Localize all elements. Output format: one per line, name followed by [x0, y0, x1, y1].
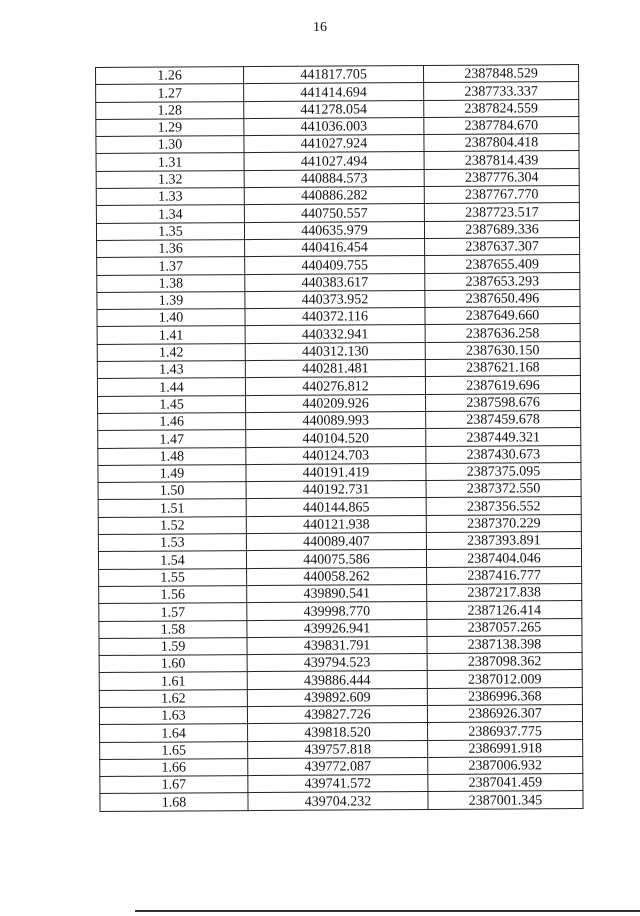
table-row — [96, 82, 579, 102]
table-row — [99, 705, 582, 725]
point-number-cell: 1.63 — [99, 707, 247, 725]
coordinates-table — [95, 64, 584, 812]
point-number-cell: 1.26 — [96, 67, 244, 85]
table-row — [97, 289, 580, 309]
table-row — [96, 134, 579, 154]
point-number-cell: 1.35 — [96, 222, 244, 240]
table-row — [97, 272, 580, 292]
x-coordinate-cell: 440409.755 — [245, 256, 425, 274]
table-row — [98, 549, 581, 569]
point-number-cell: 1.49 — [98, 464, 246, 482]
y-coordinate-cell: 2387598.676 — [426, 393, 581, 411]
table-row — [98, 514, 581, 534]
table-row — [97, 324, 580, 344]
y-coordinate-cell: 2387041.459 — [428, 774, 583, 792]
y-coordinate-cell: 2387057.265 — [427, 618, 582, 636]
x-coordinate-cell: 440121.938 — [246, 515, 426, 533]
point-number-cell: 1.33 — [96, 188, 244, 206]
point-number-cell: 1.57 — [99, 603, 247, 621]
x-coordinate-cell: 440416.454 — [245, 238, 425, 256]
table-row — [96, 116, 579, 136]
y-coordinate-cell: 2387006.932 — [428, 756, 583, 774]
point-number-cell: 1.64 — [100, 724, 248, 742]
x-coordinate-cell: 440276.812 — [245, 377, 425, 395]
y-coordinate-cell: 2387723.517 — [424, 203, 579, 221]
y-coordinate-cell: 2387619.696 — [425, 376, 580, 394]
y-coordinate-cell: 2387356.552 — [426, 497, 581, 515]
x-coordinate-cell: 440372.116 — [245, 308, 425, 326]
table-row — [97, 307, 580, 327]
point-number-cell: 1.39 — [97, 291, 245, 309]
table-row — [100, 756, 583, 776]
point-number-cell: 1.42 — [97, 343, 245, 361]
y-coordinate-cell: 2387430.673 — [426, 445, 581, 463]
table-row — [98, 480, 581, 500]
point-number-cell: 1.40 — [97, 309, 245, 327]
table-row — [98, 410, 581, 430]
y-coordinate-cell: 2386996.368 — [427, 687, 582, 705]
x-coordinate-cell: 440192.731 — [246, 481, 426, 499]
y-coordinate-cell: 2387372.550 — [426, 480, 581, 498]
x-coordinate-cell: 440886.282 — [244, 187, 424, 205]
table-row — [97, 376, 580, 396]
table-row — [98, 532, 581, 552]
y-coordinate-cell: 2386937.775 — [428, 722, 583, 740]
point-number-cell: 1.52 — [98, 516, 246, 534]
point-number-cell: 1.51 — [98, 499, 246, 517]
point-number-cell: 1.67 — [100, 776, 248, 794]
table-row — [98, 497, 581, 517]
point-number-cell: 1.29 — [96, 118, 244, 136]
x-coordinate-cell: 439886.444 — [247, 671, 427, 689]
table-row — [100, 722, 583, 742]
y-coordinate-cell: 2387637.307 — [425, 238, 580, 256]
page-number: 16 — [313, 20, 327, 35]
x-coordinate-cell: 440750.557 — [244, 204, 424, 222]
table-row — [99, 653, 582, 673]
x-coordinate-cell: 440383.617 — [245, 273, 425, 291]
y-coordinate-cell: 2387814.439 — [424, 151, 579, 169]
point-number-cell: 1.34 — [96, 205, 244, 223]
x-coordinate-cell: 440191.419 — [246, 463, 426, 481]
y-coordinate-cell: 2387733.337 — [424, 82, 579, 100]
x-coordinate-cell: 440884.573 — [244, 169, 424, 187]
point-number-cell: 1.50 — [98, 482, 246, 500]
x-coordinate-cell: 439741.572 — [248, 775, 428, 793]
x-coordinate-cell: 440332.941 — [245, 325, 425, 343]
point-number-cell: 1.60 — [99, 655, 247, 673]
table-row — [96, 151, 579, 171]
x-coordinate-cell: 439772.087 — [248, 757, 428, 775]
point-number-cell: 1.41 — [97, 326, 245, 344]
y-coordinate-cell: 2387776.304 — [424, 168, 579, 186]
table-row — [97, 359, 580, 379]
point-number-cell: 1.68 — [100, 793, 248, 811]
table-row — [98, 393, 581, 413]
point-number-cell: 1.55 — [99, 568, 247, 586]
y-coordinate-cell: 2387138.398 — [427, 635, 582, 653]
coordinates-table-body — [96, 65, 584, 812]
table-row — [99, 635, 582, 655]
table-row — [99, 687, 582, 707]
x-coordinate-cell: 440281.481 — [245, 360, 425, 378]
y-coordinate-cell: 2387393.891 — [426, 532, 581, 550]
point-number-cell: 1.37 — [97, 257, 245, 275]
y-coordinate-cell: 2386991.918 — [428, 739, 583, 757]
point-number-cell: 1.45 — [98, 395, 246, 413]
x-coordinate-cell: 440209.926 — [246, 394, 426, 412]
point-number-cell: 1.46 — [98, 413, 246, 431]
y-coordinate-cell: 2387098.362 — [427, 653, 582, 671]
table-row — [99, 566, 582, 586]
table-row — [96, 203, 579, 223]
x-coordinate-cell: 439704.232 — [248, 792, 428, 810]
point-number-cell: 1.31 — [96, 153, 244, 171]
y-coordinate-cell: 2387804.418 — [424, 134, 579, 152]
y-coordinate-cell: 2387824.559 — [424, 99, 579, 117]
y-coordinate-cell: 2387126.414 — [427, 601, 582, 619]
table-row — [100, 739, 583, 759]
point-number-cell: 1.48 — [98, 447, 246, 465]
table-row — [99, 583, 582, 603]
bottom-divider — [135, 910, 640, 912]
y-coordinate-cell: 2387689.336 — [424, 220, 579, 238]
y-coordinate-cell: 2387370.229 — [426, 514, 581, 532]
table-row — [97, 255, 580, 275]
x-coordinate-cell: 440373.952 — [245, 290, 425, 308]
table-row — [97, 341, 580, 361]
point-number-cell: 1.32 — [96, 170, 244, 188]
y-coordinate-cell: 2387449.321 — [426, 428, 581, 446]
point-number-cell: 1.38 — [97, 274, 245, 292]
x-coordinate-cell: 439892.609 — [247, 688, 427, 706]
y-coordinate-cell: 2387416.777 — [427, 566, 582, 584]
x-coordinate-cell: 440089.407 — [246, 533, 426, 551]
x-coordinate-cell: 439926.941 — [247, 619, 427, 637]
table-row — [98, 428, 581, 448]
x-coordinate-cell: 439831.791 — [247, 636, 427, 654]
x-coordinate-cell: 440312.130 — [245, 342, 425, 360]
point-number-cell: 1.65 — [100, 741, 248, 759]
table-row — [98, 445, 581, 465]
y-coordinate-cell: 2386926.307 — [427, 705, 582, 723]
point-number-cell: 1.47 — [98, 430, 246, 448]
y-coordinate-cell: 2387459.678 — [426, 410, 581, 428]
table-row — [100, 791, 583, 811]
table-row — [96, 168, 579, 188]
point-number-cell: 1.44 — [97, 378, 245, 396]
y-coordinate-cell: 2387649.660 — [425, 307, 580, 325]
x-coordinate-cell: 440089.993 — [246, 411, 426, 429]
point-number-cell: 1.61 — [99, 672, 247, 690]
x-coordinate-cell: 440124.703 — [246, 446, 426, 464]
y-coordinate-cell: 2387650.496 — [425, 289, 580, 307]
x-coordinate-cell: 440144.865 — [246, 498, 426, 516]
y-coordinate-cell: 2387375.095 — [426, 462, 581, 480]
x-coordinate-cell: 439757.818 — [248, 740, 428, 758]
point-number-cell: 1.54 — [98, 551, 246, 569]
y-coordinate-cell: 2387848.529 — [423, 65, 578, 83]
y-coordinate-cell: 2387636.258 — [425, 324, 580, 342]
point-number-cell: 1.66 — [100, 758, 248, 776]
point-number-cell: 1.30 — [96, 136, 244, 154]
x-coordinate-cell: 441027.924 — [244, 135, 424, 153]
table-row — [99, 601, 582, 621]
table-row — [96, 99, 579, 119]
table-row — [96, 186, 579, 206]
y-coordinate-cell: 2387404.046 — [426, 549, 581, 567]
point-number-cell: 1.56 — [99, 585, 247, 603]
x-coordinate-cell: 439818.520 — [248, 723, 428, 741]
x-coordinate-cell: 441278.054 — [244, 100, 424, 118]
point-number-cell: 1.43 — [97, 361, 245, 379]
x-coordinate-cell: 439998.770 — [247, 602, 427, 620]
y-coordinate-cell: 2387655.409 — [425, 255, 580, 273]
x-coordinate-cell: 439794.523 — [247, 654, 427, 672]
y-coordinate-cell: 2387621.168 — [425, 359, 580, 377]
table-row — [98, 462, 581, 482]
y-coordinate-cell: 2387630.150 — [425, 341, 580, 359]
x-coordinate-cell: 441414.694 — [244, 83, 424, 101]
x-coordinate-cell: 440075.586 — [246, 550, 426, 568]
y-coordinate-cell: 2387784.670 — [424, 116, 579, 134]
table-row — [100, 774, 583, 794]
x-coordinate-cell: 441036.003 — [244, 117, 424, 135]
point-number-cell: 1.62 — [99, 689, 247, 707]
point-number-cell: 1.27 — [96, 84, 244, 102]
y-coordinate-cell: 2387767.770 — [424, 186, 579, 204]
table-row — [97, 238, 580, 258]
table-row — [99, 670, 582, 690]
table-row — [99, 618, 582, 638]
x-coordinate-cell: 441817.705 — [244, 65, 424, 83]
y-coordinate-cell: 2387217.838 — [427, 583, 582, 601]
y-coordinate-cell: 2387012.009 — [427, 670, 582, 688]
x-coordinate-cell: 439890.541 — [247, 584, 427, 602]
x-coordinate-cell: 441027.494 — [244, 152, 424, 170]
x-coordinate-cell: 440104.520 — [246, 429, 426, 447]
point-number-cell: 1.28 — [96, 101, 244, 119]
point-number-cell: 1.58 — [99, 620, 247, 638]
y-coordinate-cell: 2387001.345 — [428, 791, 583, 809]
x-coordinate-cell: 439827.726 — [247, 705, 427, 723]
point-number-cell: 1.53 — [98, 534, 246, 552]
y-coordinate-cell: 2387653.293 — [425, 272, 580, 290]
x-coordinate-cell: 440635.979 — [244, 221, 424, 239]
table-row — [96, 65, 579, 85]
table-row — [96, 220, 579, 240]
x-coordinate-cell: 440058.262 — [247, 567, 427, 585]
point-number-cell: 1.59 — [99, 637, 247, 655]
point-number-cell: 1.36 — [97, 240, 245, 258]
